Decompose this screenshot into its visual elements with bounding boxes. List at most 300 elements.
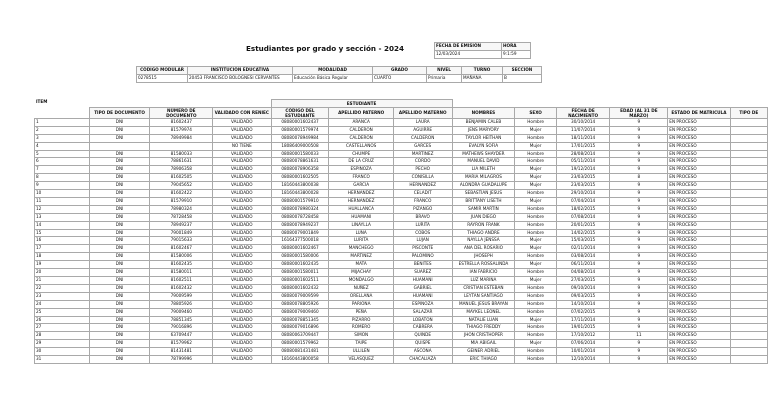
table-cell: EN PROCESO — [668, 182, 730, 190]
table-cell: DNI — [89, 348, 150, 356]
table-cell: 81579910 — [150, 197, 213, 205]
table-cell: EN PROCESO — [668, 300, 730, 308]
table-cell: BRITTANY LISETH — [452, 197, 515, 205]
table-cell — [730, 126, 767, 134]
table-row — [35, 205, 768, 213]
table-cell: 9 — [610, 142, 668, 150]
table-cell: DNI — [89, 292, 150, 300]
item-number-cell: 3 — [35, 134, 90, 142]
table-cell: DNI — [89, 118, 150, 126]
table-cell: IAN FABRICIO — [452, 269, 515, 277]
table-cell: 08080063709447 — [271, 332, 329, 340]
table-cell: SAMIR MARTIN — [452, 205, 515, 213]
item-number-cell: 24 — [35, 300, 90, 308]
table-cell — [730, 245, 767, 253]
table-cell: DNI — [89, 261, 150, 269]
grade-header: GRADO — [373, 67, 427, 75]
table-cell: 18086409000508 — [271, 142, 329, 150]
table-cell: 81579962 — [150, 340, 213, 348]
table-cell — [89, 142, 150, 150]
table-cell: VALIDADO — [213, 316, 271, 324]
table-row — [35, 292, 768, 300]
item-number-cell: 14 — [35, 221, 90, 229]
table-cell: 81602511 — [150, 277, 213, 285]
table-cell: 9 — [610, 182, 668, 190]
table-cell: VALIDADO — [213, 324, 271, 332]
table-cell: Hombre — [515, 292, 556, 300]
level-header: NIVEL — [427, 67, 462, 75]
table-cell — [730, 174, 767, 182]
table-cell: JHON CRISTHOPER — [452, 332, 515, 340]
item-number-cell: 5 — [35, 150, 90, 158]
item-number-cell: 16 — [35, 237, 90, 245]
table-cell: DNI — [89, 197, 150, 205]
table-cell: Hombre — [515, 253, 556, 261]
table-cell: 08080079001849 — [271, 229, 329, 237]
table-cell: 9 — [610, 237, 668, 245]
item-number-cell: 28 — [35, 332, 90, 340]
table-cell: RAYRON FRANK — [452, 221, 515, 229]
table-cell: Mujer — [515, 126, 556, 134]
table-cell: 79001849 — [150, 229, 213, 237]
table-row — [35, 126, 768, 134]
table-cell: 8 — [610, 174, 668, 182]
table-cell: 9 — [610, 261, 668, 269]
table-cell: Mujer — [515, 261, 556, 269]
table-cell — [730, 340, 767, 348]
table-cell — [730, 134, 767, 142]
level-value: Primaria — [427, 74, 462, 82]
item-number-cell: 20 — [35, 269, 90, 277]
table-cell: VALIDADO — [213, 253, 271, 261]
table-cell — [730, 182, 767, 190]
table-cell: VALIDADO — [213, 284, 271, 292]
table-cell: EN PROCESO — [668, 142, 730, 150]
table-cell: 18/11/2014 — [556, 134, 610, 142]
table-cell: VALIDADO — [213, 356, 271, 364]
table-cell: 08080001579974 — [271, 126, 329, 134]
col-birth-date: FECHA DE NACIMIENTO — [556, 107, 610, 118]
table-row — [35, 229, 768, 237]
table-row — [35, 142, 768, 150]
table-cell: 08080001602467 — [271, 245, 329, 253]
table-row — [35, 269, 768, 277]
table-cell: 08080078949984 — [271, 134, 329, 142]
table-cell: HUALLANCA — [329, 205, 393, 213]
table-cell: EN PROCESO — [668, 197, 730, 205]
grade-value: CUARTO — [373, 74, 427, 82]
table-cell: 78805926 — [150, 300, 213, 308]
table-cell: EN PROCESO — [668, 237, 730, 245]
table-cell: 9 — [610, 118, 668, 126]
table-cell: VALIDADO — [213, 348, 271, 356]
table-cell: 9 — [610, 348, 668, 356]
table-cell: 81579974 — [150, 126, 213, 134]
table-cell: JENS MARYORY — [452, 126, 515, 134]
table-cell: 16164377500018 — [271, 237, 329, 245]
table-cell: ERIC THIAGO — [452, 356, 515, 364]
table-cell: ROMERO — [329, 324, 393, 332]
item-number-cell: 27 — [35, 324, 90, 332]
table-cell: 9 — [610, 205, 668, 213]
table-cell: GARCES — [393, 142, 452, 150]
table-row — [35, 340, 768, 348]
table-cell: 23/03/2015 — [556, 174, 610, 182]
table-cell: VALIDADO — [213, 134, 271, 142]
item-number-cell: 19 — [35, 261, 90, 269]
table-cell: 08080078980324 — [271, 205, 329, 213]
table-cell: LURITA — [393, 221, 452, 229]
modality-header: MODALIDAD — [293, 67, 373, 75]
table-cell: 79009460 — [150, 308, 213, 316]
table-cell: 08080078851345 — [271, 316, 329, 324]
table-cell: 78949984 — [150, 134, 213, 142]
table-cell: 08080001580033 — [271, 150, 329, 158]
table-cell: VALIDADO — [213, 308, 271, 316]
table-cell: EN PROCESO — [668, 245, 730, 253]
table-cell: 9 — [610, 308, 668, 316]
table-cell: 9 — [610, 253, 668, 261]
table-cell: VELASQUEZ — [329, 356, 393, 364]
table-cell: Hombre — [515, 118, 556, 126]
table-row — [35, 166, 768, 174]
table-cell: Mujer — [515, 142, 556, 150]
item-number-cell: 13 — [35, 213, 90, 221]
table-cell: 08080001602511 — [271, 277, 329, 285]
table-cell: EN PROCESO — [668, 284, 730, 292]
table-cell: Hombre — [515, 150, 556, 158]
table-row — [35, 197, 768, 205]
table-cell: HUAMANI — [393, 277, 452, 285]
col-names: NOMBRES — [452, 107, 515, 118]
table-cell: VALIDADO — [213, 197, 271, 205]
table-cell: MANUEL DAVID — [452, 158, 515, 166]
table-cell: SUAREZ — [393, 269, 452, 277]
table-cell: 79016896 — [150, 324, 213, 332]
table-cell: EN PROCESO — [668, 221, 730, 229]
table-cell: 11 — [610, 332, 668, 340]
table-cell — [730, 269, 767, 277]
table-cell: 19/01/2015 — [556, 324, 610, 332]
table-cell: DNI — [89, 190, 150, 198]
table-cell: 9 — [610, 134, 668, 142]
table-cell: 9 — [610, 269, 668, 277]
table-cell: Hombre — [515, 190, 556, 198]
table-cell: CELADIT — [393, 190, 452, 198]
shift-header: TURNO — [462, 67, 503, 75]
table-cell: DNI — [89, 340, 150, 348]
table-cell: FRANCO — [329, 174, 393, 182]
table-cell: DNI — [89, 324, 150, 332]
table-cell: 78949237 — [150, 221, 213, 229]
table-cell: 19/12/2014 — [556, 166, 610, 174]
table-row — [35, 300, 768, 308]
table-cell: ANA DEL ROSARIO — [452, 245, 515, 253]
table-cell: DNI — [89, 134, 150, 142]
table-cell — [730, 142, 767, 150]
table-cell: THIAGO FREDDY — [452, 324, 515, 332]
table-cell: CALDERON — [393, 134, 452, 142]
table-cell: 08080078861631 — [271, 158, 329, 166]
table-cell: 81602432 — [150, 284, 213, 292]
table-cell: EVALYN SOFIA — [452, 142, 515, 150]
table-cell: VALIDADO — [213, 182, 271, 190]
table-cell: 79009599 — [150, 292, 213, 300]
table-cell — [730, 150, 767, 158]
table-cell: NAYLLA JENSSA — [452, 237, 515, 245]
table-cell: 08080079016896 — [271, 324, 329, 332]
table-cell: JUAN DIEGO — [452, 213, 515, 221]
table-cell: 9 — [610, 166, 668, 174]
table-cell: PIZARRO — [329, 316, 393, 324]
table-cell: ARANCA — [329, 118, 393, 126]
table-row — [35, 190, 768, 198]
table-cell: CONISILLA — [393, 174, 452, 182]
table-cell: NUÑEZ — [329, 284, 393, 292]
table-cell: Hombre — [515, 324, 556, 332]
table-cell: 08080078949237 — [271, 221, 329, 229]
table-cell: EN PROCESO — [668, 253, 730, 261]
table-cell: Mujer — [515, 166, 556, 174]
table-cell: DNI — [89, 253, 150, 261]
table-cell: 9 — [610, 300, 668, 308]
table-cell: COBOS — [393, 229, 452, 237]
table-row — [35, 324, 768, 332]
student-group-header: ESTUDIANTE — [271, 100, 452, 108]
item-number-cell: 11 — [35, 197, 90, 205]
table-cell: QUISPE — [393, 340, 452, 348]
table-cell: DNI — [89, 182, 150, 190]
table-cell: NATALIE LUAN — [452, 316, 515, 324]
table-cell: 08080001602432 — [271, 284, 329, 292]
table-cell: Hombre — [515, 284, 556, 292]
item-number-cell: 6 — [35, 158, 90, 166]
table-cell: MARIA MILAGROS — [452, 174, 515, 182]
table-cell: ESTRELLA ROSSALINDA — [452, 261, 515, 269]
table-cell — [730, 316, 767, 324]
table-cell: DNI — [89, 126, 150, 134]
table-cell — [730, 332, 767, 340]
table-cell: 28/08/2014 — [556, 150, 610, 158]
table-cell: ASCONA — [393, 348, 452, 356]
item-number-cell: 23 — [35, 292, 90, 300]
table-cell: CABRERA — [393, 324, 452, 332]
table-cell: DNI — [89, 158, 150, 166]
table-cell: 81580011 — [150, 269, 213, 277]
table-cell: 07/04/2014 — [556, 197, 610, 205]
table-cell: SALAZAR — [393, 308, 452, 316]
table-row — [35, 174, 768, 182]
table-cell: VALIDADO — [213, 237, 271, 245]
table-cell: 9 — [610, 221, 668, 229]
table-cell: 78799996 — [150, 356, 213, 364]
table-cell: 17/01/2015 — [556, 142, 610, 150]
table-cell: 06/11/2014 — [556, 261, 610, 269]
table-cell — [730, 356, 767, 364]
table-cell: 12/10/2014 — [556, 356, 610, 364]
table-cell: EN PROCESO — [668, 316, 730, 324]
table-cell: EN PROCESO — [668, 158, 730, 166]
table-row — [35, 277, 768, 285]
table-cell: 78728458 — [150, 213, 213, 221]
table-row — [35, 118, 768, 126]
table-cell: 18160443800038 — [271, 182, 329, 190]
table-cell: 78980324 — [150, 205, 213, 213]
table-cell: CHACALIAZA — [393, 356, 452, 364]
table-cell: HERNANDEZ — [329, 190, 393, 198]
table-cell: VALIDADO — [213, 213, 271, 221]
table-cell: VALIDADO — [213, 245, 271, 253]
table-cell: THIAGO ANDRE — [452, 229, 515, 237]
report-title: Estudiantes por grado y sección - 2024 — [246, 44, 405, 53]
table-cell — [730, 308, 767, 316]
table-cell: EN PROCESO — [668, 150, 730, 158]
table-cell: LAURA — [393, 118, 452, 126]
item-number-cell: 26 — [35, 316, 90, 324]
table-cell: BENITES — [393, 261, 452, 269]
table-cell: DNI — [89, 269, 150, 277]
table-cell: 23/03/2015 — [556, 182, 610, 190]
table-cell: EN PROCESO — [668, 277, 730, 285]
col-maternal-surname: APELLIDO MATERNO — [393, 107, 452, 118]
table-cell: LIA MILETH — [452, 166, 515, 174]
item-number-cell: 4 — [35, 142, 90, 150]
table-cell: VALIDADO — [213, 190, 271, 198]
table-cell: ULLILEN — [329, 348, 393, 356]
table-cell: EN PROCESO — [668, 126, 730, 134]
table-row — [35, 221, 768, 229]
table-cell: MATHEWS SHAYDER — [452, 150, 515, 158]
item-number-cell: 30 — [35, 348, 90, 356]
table-row — [35, 308, 768, 316]
table-cell: EN PROCESO — [668, 174, 730, 182]
item-number-cell: 10 — [35, 190, 90, 198]
table-cell: 30/10/2014 — [556, 118, 610, 126]
table-cell: Mujer — [515, 182, 556, 190]
table-cell: 9 — [610, 316, 668, 324]
students-table — [34, 99, 768, 364]
table-cell: TAYLOR HEITHAN — [452, 134, 515, 142]
item-number-cell: 21 — [35, 277, 90, 285]
table-cell: 08080001602505 — [271, 174, 329, 182]
table-cell: BENJAMIN CALEB — [452, 118, 515, 126]
table-cell: 27/03/2015 — [556, 277, 610, 285]
institution-header: INSTITUCIÓN EDUCATIVA — [188, 67, 293, 75]
table-cell: Hombre — [515, 356, 556, 364]
table-cell: PECHO — [393, 166, 452, 174]
table-cell: CALDERON — [329, 134, 393, 142]
table-cell: 04/08/2014 — [556, 269, 610, 277]
table-cell: EN PROCESO — [668, 269, 730, 277]
table-cell: LOBATON — [393, 316, 452, 324]
table-cell: EN PROCESO — [668, 134, 730, 142]
table-cell: 14/10/2014 — [556, 300, 610, 308]
table-cell: JHOSEPH — [452, 253, 515, 261]
table-cell: 81580006 — [150, 253, 213, 261]
table-cell: 08080081431481 — [271, 348, 329, 356]
table-cell: 08080001602435 — [271, 261, 329, 269]
table-cell: 03/08/2014 — [556, 253, 610, 261]
table-cell: 29/10/2014 — [556, 190, 610, 198]
table-cell: 18/02/2015 — [556, 205, 610, 213]
table-cell: Hombre — [515, 158, 556, 166]
table-cell: Mujer — [515, 316, 556, 324]
table-cell: Mujer — [515, 237, 556, 245]
table-cell: LUZ MARINA — [452, 277, 515, 285]
item-number-cell: 18 — [35, 253, 90, 261]
item-number-cell: 12 — [35, 205, 90, 213]
table-cell: 08080079009460 — [271, 308, 329, 316]
table-cell: VALIDADO — [213, 292, 271, 300]
table-cell: 15/03/2015 — [556, 237, 610, 245]
table-cell: 9 — [610, 340, 668, 348]
table-cell: TAIPE — [329, 340, 393, 348]
table-cell: QUINDE — [393, 332, 452, 340]
table-cell: 79015633 — [150, 237, 213, 245]
table-cell: 11/07/2014 — [556, 126, 610, 134]
table-cell: 9 — [610, 324, 668, 332]
table-cell: 08080001580011 — [271, 269, 329, 277]
table-cell: LUNA — [329, 229, 393, 237]
table-cell — [730, 300, 767, 308]
table-cell: Mujer — [515, 197, 556, 205]
table-cell: 81431481 — [150, 348, 213, 356]
table-cell — [730, 118, 767, 126]
item-number-cell: 7 — [35, 166, 90, 174]
table-cell: 08080001579910 — [271, 197, 329, 205]
table-cell: Mujer — [515, 277, 556, 285]
table-cell: PIZANGO — [393, 205, 452, 213]
table-cell: 09/03/2015 — [556, 292, 610, 300]
item-number-cell: 2 — [35, 126, 90, 134]
table-cell: Hombre — [515, 308, 556, 316]
table-cell: MARTINEZ — [393, 150, 452, 158]
table-row — [35, 237, 768, 245]
students-table-body — [35, 118, 768, 363]
emission-date-box — [434, 42, 531, 59]
table-row — [35, 158, 768, 166]
table-cell: EN PROCESO — [668, 292, 730, 300]
table-cell — [730, 229, 767, 237]
table-cell: FRANCO — [393, 197, 452, 205]
table-cell: 81602505 — [150, 174, 213, 182]
table-cell: 09/10/2014 — [556, 284, 610, 292]
table-cell: DNI — [89, 150, 150, 158]
table-cell: VALIDADO — [213, 166, 271, 174]
table-cell: VALIDADO — [213, 221, 271, 229]
table-cell: 20/01/2015 — [556, 221, 610, 229]
table-cell: VALIDADO — [213, 340, 271, 348]
table-cell: MONDALGO — [329, 277, 393, 285]
table-cell — [730, 205, 767, 213]
table-cell: VALIDADO — [213, 261, 271, 269]
table-cell: DNI — [89, 229, 150, 237]
table-cell: VALIDADO — [213, 118, 271, 126]
table-cell: 08080078906358 — [271, 166, 329, 174]
table-cell: HUAMANI — [393, 292, 452, 300]
table-cell: EN PROCESO — [668, 332, 730, 340]
table-cell: CHUMPE — [329, 150, 393, 158]
table-cell — [730, 237, 767, 245]
table-cell: ORELLANA — [329, 292, 393, 300]
table-cell: 08080001602437 — [271, 118, 329, 126]
table-cell: Hombre — [515, 348, 556, 356]
table-cell: AGUIRRE — [393, 126, 452, 134]
table-cell: 9 — [610, 190, 668, 198]
table-cell: 07/06/2014 — [556, 340, 610, 348]
table-cell: MANUEL JESUS BRAYAN — [452, 300, 515, 308]
table-cell: ESPINOZA — [393, 300, 452, 308]
